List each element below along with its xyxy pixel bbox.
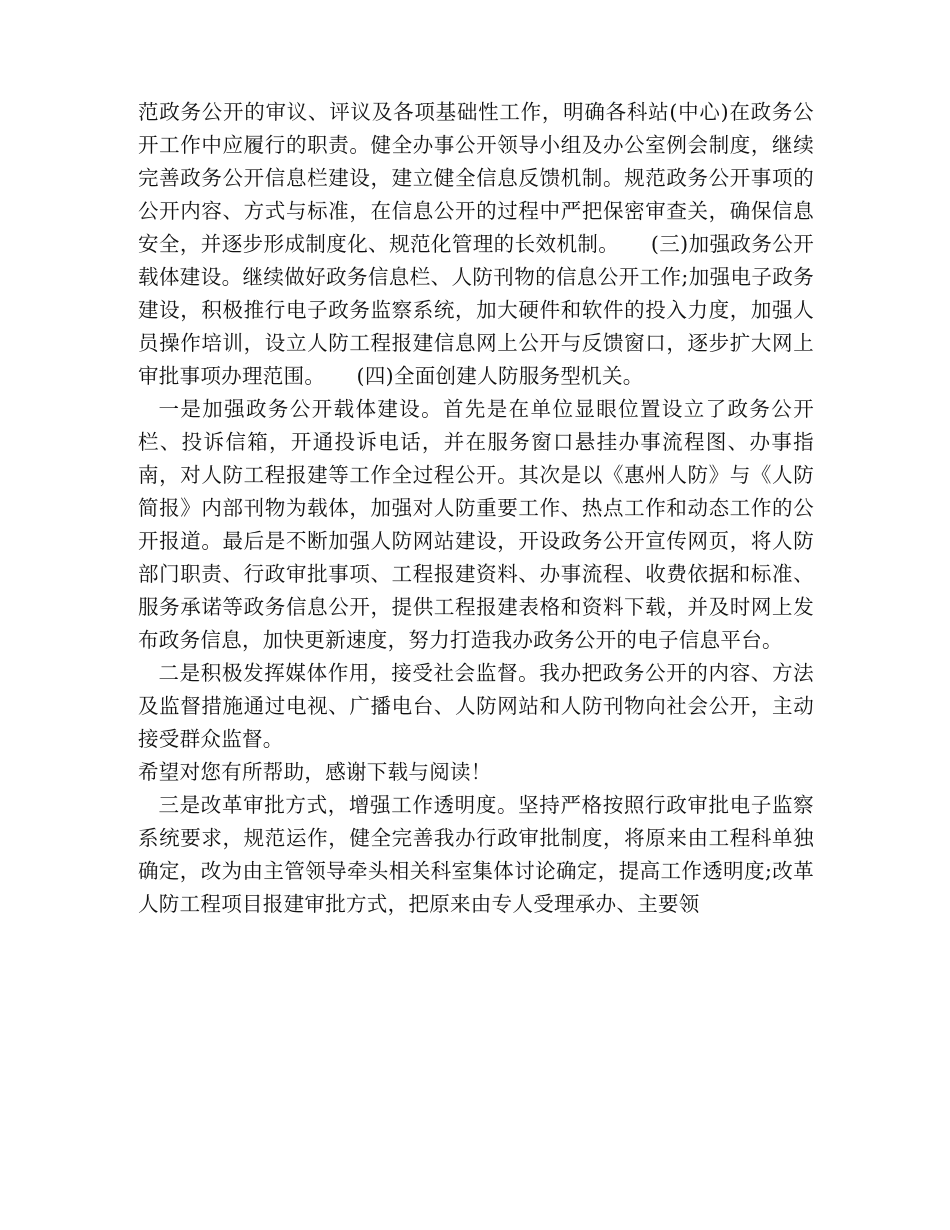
paragraph-item-one: 一是加强政务公开载体建设。首先是在单位显眼位置设立了政务公开栏、投诉信箱，开通投诉电话，并在服务窗口悬挂办事流程图、办事指南，对人防工程报建等工作全过程公开。其次是以《惠州人防》与《人防简报》内部刊物为载体，加强对人防重要工作、热点工作和动态工作的公开报道。最后是不断加强人防网站建设，开设政务公开宣传网页，将人防部门职责、行政审批事项、工程报建资料、办事流程、收费依据和标准、服务承诺等政务信息公开，提供工程报建表格和资料下载，并及时网上发布政务信息，加快更新速度，努力打造我办政务公开的电子信息平台。	[138, 397, 814, 652]
paragraph-item-two: 二是积极发挥媒体作用，接受社会监督。我办把政务公开的内容、方法及监督措施通过电视、广播电台、人防网站和人防刊物向社会公开，主动接受群众监督。	[138, 661, 814, 751]
paragraph-continuation: 范政务公开的审议、评议及各项基础性工作，明确各科站(中心)在政务公开工作中应履行的职责。健全办事公开领导小组及办公室例会制度，继续完善政务公开信息栏建设，建立健全信息反馈机制。规范政务公开事项的公开内容、方式与标准，在信息公开的过程中严把保密审查关，确保信息安全，并逐步形成制度化、规范化管理的长效机制。 (三)加强政务公开载体建设。继续做好政务信息栏、人防刊物的信息公开工作;加强电子政务建设，积极推行电子政务监察系统，加大硬件和软件的投入力度，加强人员操作培训，设立人防工程报建信息网上公开与反馈窗口，逐步扩大网上审批事项办理范围。 (四)全面创建人防服务型机关。	[138, 100, 814, 388]
paragraph-item-three: 三是改革审批方式，增强工作透明度。坚持严格按照行政审批电子监察系统要求，规范运作，健全完善我办行政审批制度，将原来由工程科单独确定，改为由主管领导牵头相关科室集体讨论确定，提高工作透明度;改革人防工程项目报建审批方式，把原来由专人受理承办、主要领	[138, 793, 814, 916]
download-thanks-note: 希望对您有所帮助，感谢下载与阅读！	[138, 760, 492, 784]
document-body	[138, 96, 814, 921]
